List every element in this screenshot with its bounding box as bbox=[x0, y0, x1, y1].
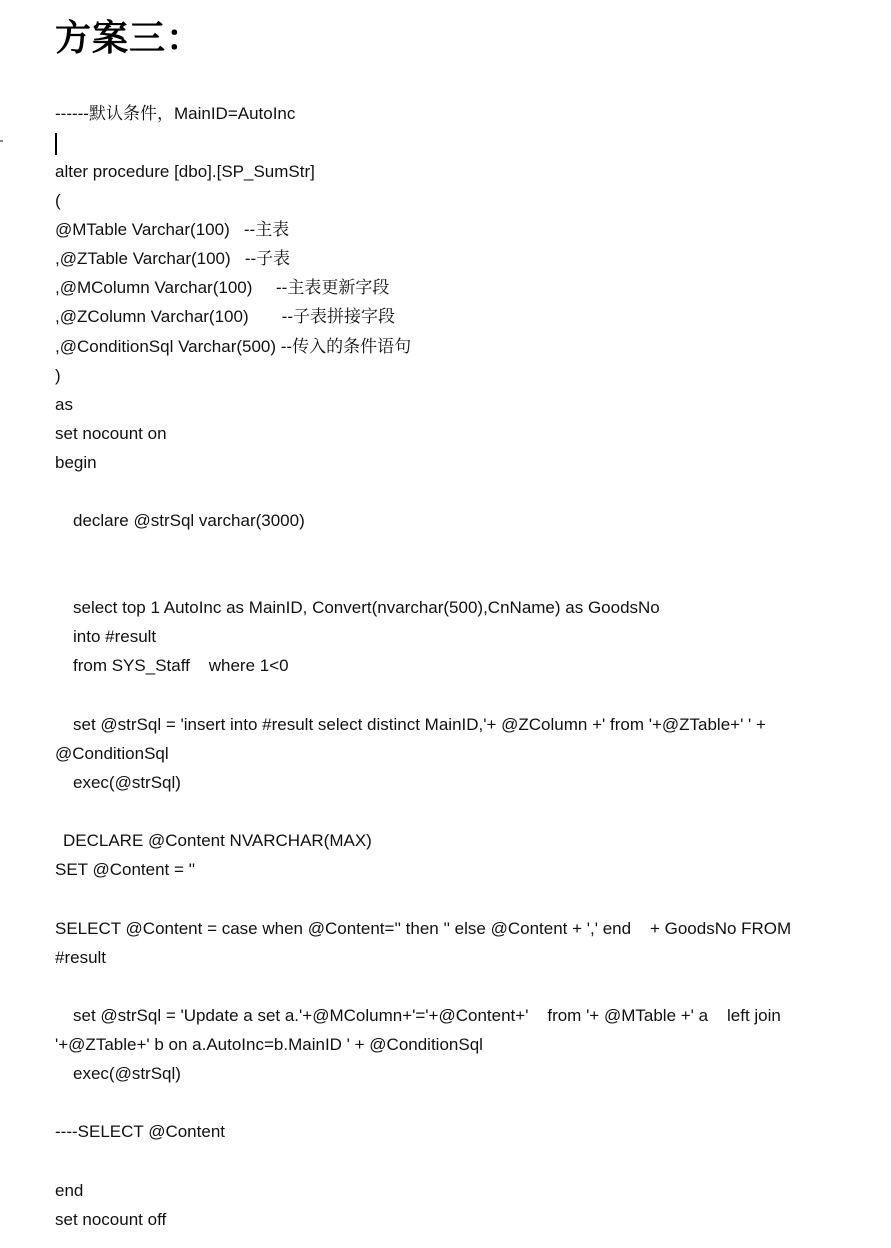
code-line: DECLARE @Content NVARCHAR(MAX) bbox=[63, 831, 372, 850]
code-line: set nocount off bbox=[55, 1210, 167, 1229]
margin-mark bbox=[0, 140, 3, 142]
code-line: ----SELECT @Content bbox=[55, 1122, 225, 1141]
code-line: @ConditionSql bbox=[55, 744, 169, 763]
text-cursor bbox=[55, 133, 57, 155]
doc-title: 方案三： bbox=[55, 17, 204, 59]
code-line: ,@ZColumn Varchar(100) --子表拼接字段 bbox=[55, 307, 395, 326]
code-line: SET @Content = '' bbox=[55, 860, 196, 879]
code-line: set @strSql = 'Update a set a.'+@MColumn+'='+@Content+' from '+ @MTable +' a left join bbox=[73, 1006, 781, 1025]
code-line: select top 1 AutoInc as MainID, Convert(nvarchar(500),CnName) as GoodsNo bbox=[73, 598, 660, 617]
code-line: set nocount on bbox=[55, 424, 167, 443]
code-line: #result bbox=[55, 948, 107, 967]
comment-line: ------默认条件，MainID=AutoInc bbox=[55, 104, 296, 123]
code-line: exec(@strSql) bbox=[73, 773, 181, 792]
code-line: end bbox=[55, 1181, 84, 1200]
code-line: ) bbox=[55, 366, 61, 385]
code-line: ( bbox=[55, 191, 61, 210]
code-line: ,@ZTable Varchar(100) --子表 bbox=[55, 249, 291, 268]
code-line: begin bbox=[55, 453, 97, 472]
code-line: '+@ZTable+' b on a.AutoInc=b.MainID ' + @ConditionSql bbox=[55, 1035, 483, 1054]
code-line: SELECT @Content = case when @Content='' then '' else @Content + ',' end + GoodsNo FROM bbox=[55, 919, 792, 938]
code-line: ,@ConditionSql Varchar(500) --传入的条件语句 bbox=[55, 337, 412, 356]
code-line: @MTable Varchar(100) --主表 bbox=[55, 220, 290, 239]
code-line: into #result bbox=[73, 627, 157, 646]
code-line: from SYS_Staff where 1<0 bbox=[73, 656, 289, 675]
code-line: set @strSql = 'insert into #result select distinct MainID,'+ @ZColumn +' from '+@ZTable+' ' + bbox=[73, 715, 766, 734]
code-line: declare @strSql varchar(3000) bbox=[73, 511, 305, 530]
code-line: exec(@strSql) bbox=[73, 1064, 181, 1083]
code-line: as bbox=[55, 395, 73, 414]
code-line: alter procedure [dbo].[SP_SumStr] bbox=[55, 162, 315, 181]
code-line: ,@MColumn Varchar(100) --主表更新字段 bbox=[55, 278, 390, 297]
